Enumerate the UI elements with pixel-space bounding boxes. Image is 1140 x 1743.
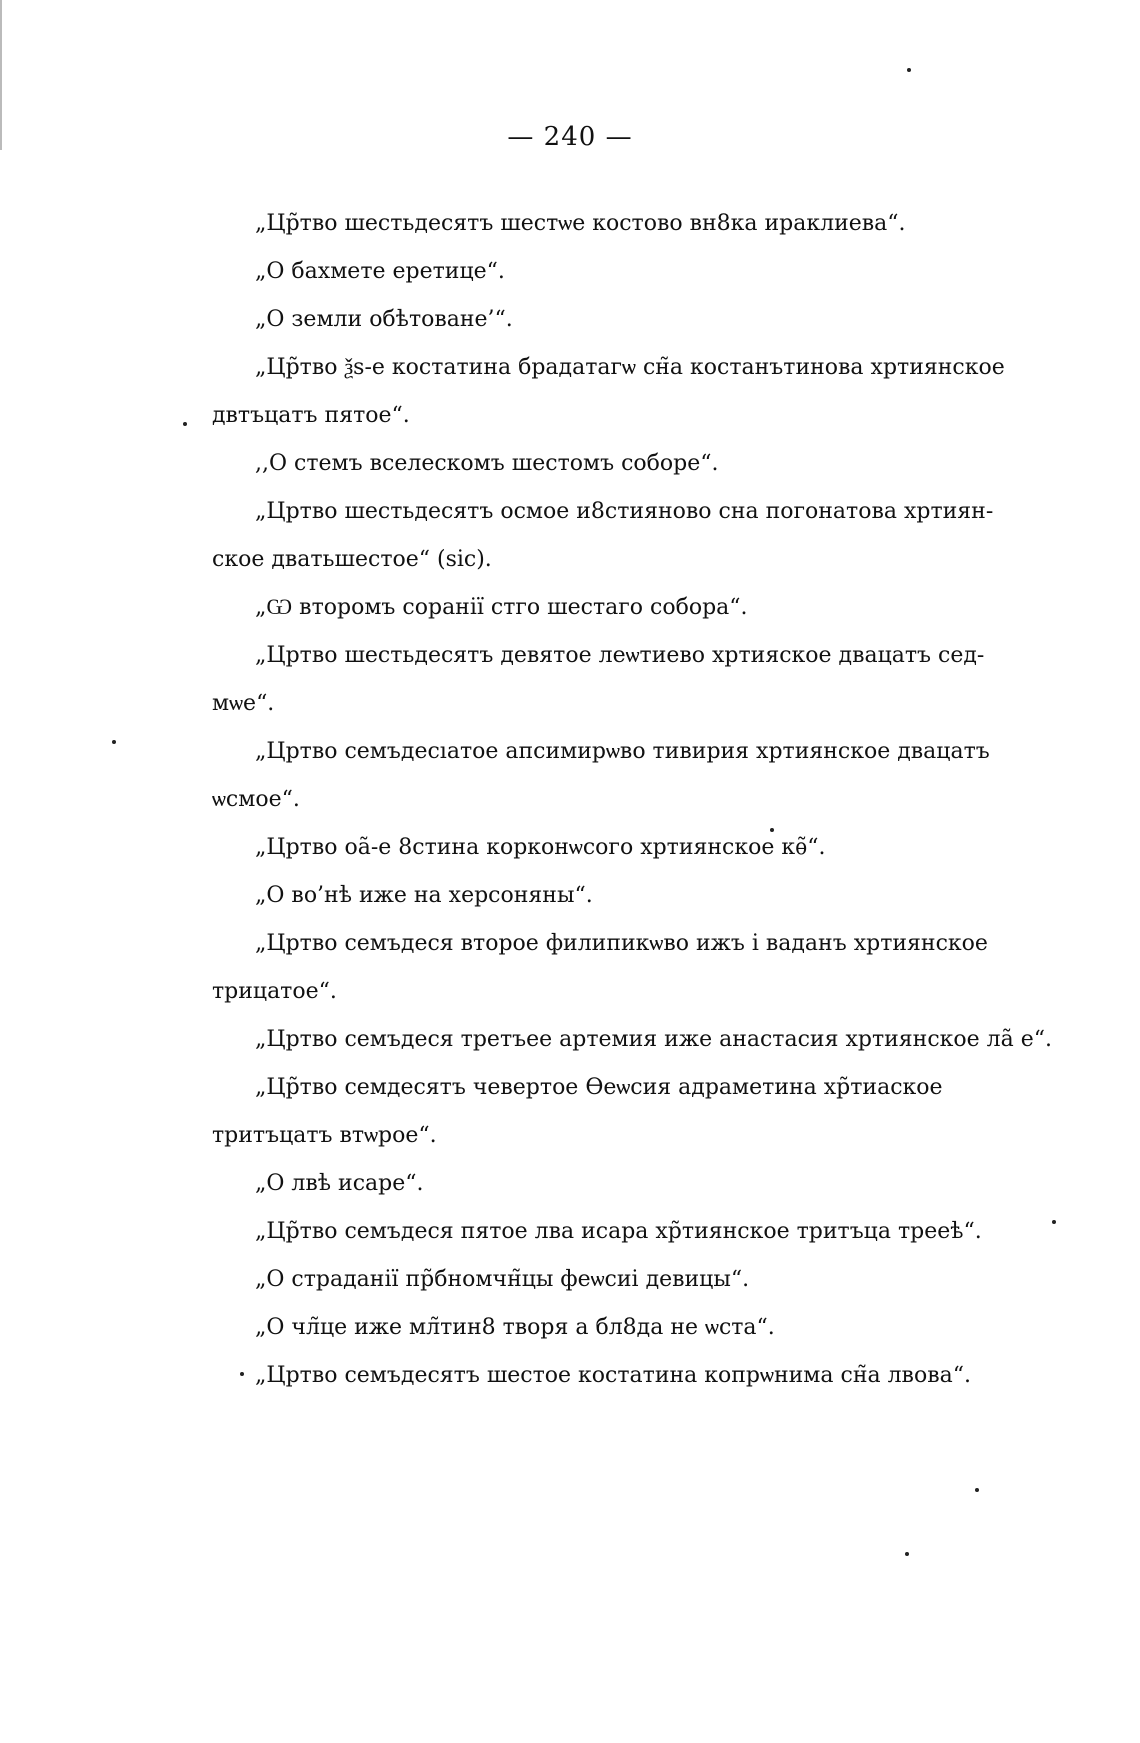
scan-speck [183, 422, 187, 426]
text-line: „О земли обѣтоване’“. [255, 307, 513, 332]
text-line: „О бахмете еретице“. [255, 259, 505, 284]
text-line: „О лвѣ исаре“. [255, 1171, 424, 1196]
text-block [212, 200, 1052, 1400]
text-line: „Цр̃тво семъдеся пятое лва исара хр̃тиянское тритъца трееѣ“. [255, 1219, 982, 1244]
scan-speck [1052, 1220, 1056, 1224]
text-line: тритъцатъ втѡрое“. [212, 1123, 437, 1148]
text-line: „О страданії пр̃бномчн̃цы феѡсиі девицы“. [255, 1267, 750, 1292]
text-line: трицатое“. [212, 979, 337, 1004]
text-line: „Цр̃тво семдесятъ чевертое Ѳеѡсия адраметина хр̃тиаское [255, 1075, 943, 1100]
scan-speck [240, 1372, 244, 1376]
text-line: „Ѡ второмъ соранії стго шестаго собора“. [255, 595, 748, 620]
text-line: двтъцатъ пятое“. [212, 403, 410, 428]
scan-speck [905, 1552, 909, 1556]
scan-speck [770, 828, 774, 832]
text-line: „Цртво шестьдесятъ девятое леѡтиево хртияское двацатъ сед- [255, 643, 985, 668]
text-line: „Цртво семъдеся третъее артемия иже анастасия хртиянское ла̃ е“. [255, 1027, 1052, 1052]
text-line: „Цр̃тво ѯѕ-е костатина брадатагѡ сн̃а костанътинова хртиянское [255, 355, 1005, 380]
text-line: „Цртво шестьдесятъ осмое и8стияново сна погонатова хртиян- [255, 499, 994, 524]
text-line: „Цртво семъдесятъ шестое костатина копрѡнима сн̃а лвова“. [255, 1363, 971, 1388]
text-line: ѡсмое“. [212, 787, 300, 812]
text-line: ,,О стемъ вселескомъ шестомъ соборе“. [255, 451, 719, 476]
page-number: — 240 — [507, 122, 633, 152]
text-line: „Цртво оа̃-е 8стина корконѡсого хртиянское кѳ̃“. [255, 835, 826, 860]
text-line: ское дватьшестое“ (sic). [212, 547, 492, 572]
scan-speck [975, 1488, 979, 1492]
scan-speck [907, 68, 911, 72]
text-line: „Цртво семъдеся второе филипикѡво ижъ і ваданъ хртиянское [255, 931, 988, 956]
scan-speck [112, 740, 116, 744]
text-line: „Цртво семъдесıатое апсимирѡво тивирия хртиянское двацатъ [255, 739, 990, 764]
text-line: мѡе“. [212, 691, 275, 716]
text-line: „Цр̃тво шестьдесятъ шестѡе костово вн8ка ираклиева“. [255, 211, 906, 236]
text-line: „О во’нѣ иже на херсоняны“. [255, 883, 593, 908]
text-line: „О чл̃це иже мл̃тин8 творя а бл8да не ѡста“. [255, 1315, 775, 1340]
